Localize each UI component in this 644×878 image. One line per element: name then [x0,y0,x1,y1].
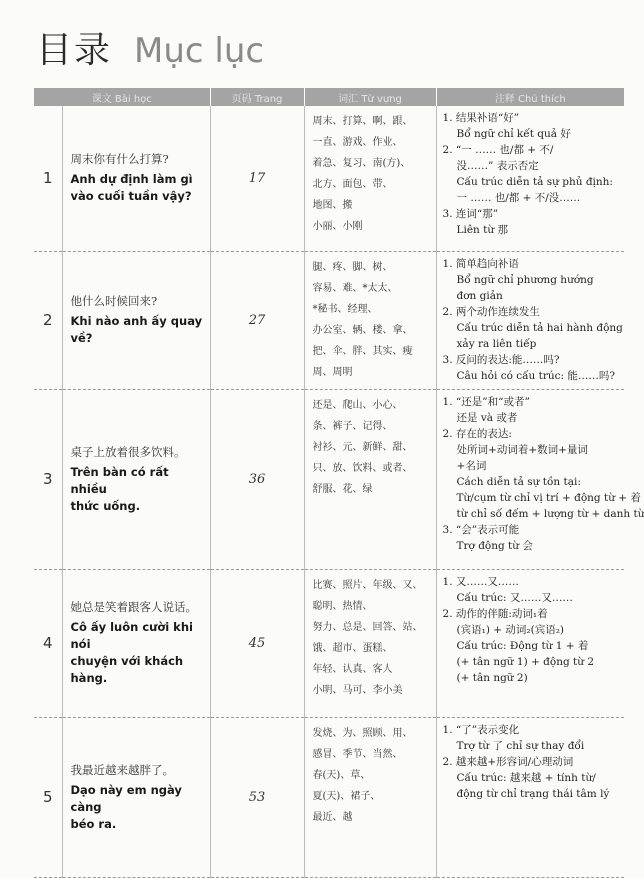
note-line: 3. “会”表示可能 [442,523,520,536]
heading-chinese: 目录 [36,30,113,71]
vocab-line: 办公室、辆、楼、拿、 [312,324,413,336]
note-line: xảy ra liên tiếp [456,337,537,350]
note-line: 2. “一 …… 也/都 + 不/ [442,144,554,156]
note-line: Trợ động từ 会 [456,539,533,552]
lesson-title[interactable] [62,389,210,569]
notes-cell [436,569,624,717]
vocab-line: 年轻、认真、客人 [312,663,393,675]
page-heading [36,22,264,74]
vocab-line: 夏(天)、裙子、 [312,790,381,802]
vocab-line: 舒服、花、绿 [312,483,373,495]
note-line: 没……” 表示否定 [456,160,539,172]
vocab-line: 发烧、为、照顾、用、 [312,727,413,739]
note-line: Trợ từ 了 chỉ sự thay đổi [456,739,585,752]
vocab-cell [304,569,436,717]
col-header-notes: 注释 Chú thích [436,88,624,106]
note-line: Câu hỏi có cấu trúc: 能……吗? [456,369,616,382]
vocab-line: 春(天)、草、 [312,769,371,781]
lesson-title-chinese: 他什么时候回来? [70,294,158,308]
note-line: 3. 连词“那” [442,208,499,220]
table-of-contents [34,88,644,878]
lesson-number: 2 [34,251,62,389]
vocab-cell [304,717,436,877]
vocab-line: 还是、爬山、小心、 [312,399,403,411]
notes-cell [436,251,624,389]
lesson-title-chinese: 桌子上放着很多饮料。 [70,444,186,459]
note-line: 处所词+动词着+数词+量词 [456,443,588,456]
header-row [34,88,624,106]
notes-cell [436,106,624,251]
lesson-title-vietnamese: Trên bàn có rất nhiều [70,464,169,496]
lesson-row[interactable] [34,251,624,389]
vocab-line: 努力、总是、回答、站、 [312,621,423,633]
vocab-line: 饿、超市、蛋糕、 [312,642,393,654]
vocab-line: 比赛、照片、年级、又、 [312,579,423,591]
vocab-line: 把、伞、胖、其实、瘦 [312,345,413,357]
note-line: (+ tân ngữ 2) [456,671,528,684]
lesson-number: 3 [34,389,62,569]
note-line: (+ tân ngữ 1) + động từ 2 [456,655,595,668]
note-line: động từ chỉ trạng thái tâm lý [456,787,610,800]
lesson-title[interactable] [62,251,210,389]
vocab-line: 周、周明 [312,366,353,378]
col-header-vocab: 词汇 Từ vựng [304,88,436,106]
lesson-page-number: 53 [210,717,304,877]
lesson-number: 4 [34,569,62,717]
vocab-line: 周末、打算、啊、跟、 [312,116,413,127]
lesson-row[interactable] [34,717,624,877]
notes-cell [436,717,624,877]
note-line: 2. 越来越+形容词/心理动词 [442,755,574,768]
lesson-row[interactable] [34,569,624,717]
lesson-title-vietnamese: thức uống. [70,498,141,513]
vocab-cell [304,389,436,569]
note-line: Liên từ 那 [456,224,508,236]
lesson-number: 5 [34,717,62,877]
note-line: Từ/cụm từ chỉ vị trí + động từ + 着 [456,491,641,504]
note-line: Cách diễn tả sự tồn tại: [456,475,581,488]
vocab-line: 条、裤子、记得、 [312,420,393,432]
lesson-title[interactable] [62,106,210,251]
lesson-page-number: 27 [210,251,304,389]
note-line: Bổ ngữ chỉ kết quả 好 [456,128,571,140]
lesson-title-vietnamese: béo ra. [70,816,117,831]
notes-cell [436,389,644,569]
vocab-line: 感冒、季节、当然、 [312,748,403,760]
lesson-title-chinese: 我最近越来越胖了。 [70,762,174,777]
vocab-cell [304,106,436,251]
note-line: 3. 反问的表达:能……吗? [442,353,560,366]
note-line: 还是 và 或者 [456,411,518,424]
vocab-line: 着急、复习、南(方)、 [312,158,411,169]
col-header-page: 页码 Trang [210,88,304,106]
note-line: đơn giản [456,289,503,302]
note-line: Cấu trúc: 越来越 + tính từ/ [456,771,596,784]
note-line: từ chỉ số đếm + lượng từ + danh từ [456,507,644,520]
vocab-cell [304,251,436,389]
vocab-line: 地图、搬 [312,200,353,211]
vocab-line: 北方、面包、带、 [312,179,393,190]
note-line: Bổ ngữ chỉ phương hướng [456,273,594,286]
note-line: 2. 两个动作连续发生 [442,305,540,318]
lesson-page-number: 36 [210,389,304,569]
lesson-row[interactable] [34,106,624,251]
vocab-line: 小明、马可、李小美 [312,684,403,696]
note-line: Cấu trúc diễn tả hai hành động [456,321,623,334]
note-line: +名词 [456,459,487,472]
note-line: 1. 简单趋向补语 [442,257,519,270]
lesson-number: 1 [34,106,62,251]
lesson-page-number: 17 [210,106,304,251]
col-header-lesson: 课文 Bài học [34,88,210,106]
lesson-title-vietnamese: chuyện với khách hàng. [70,654,184,685]
heading-vietnamese: Mục lục [134,31,265,71]
lesson-title-vietnamese: Khi nào anh ấy quay về? [70,314,203,345]
lesson-title-vietnamese: Anh dự định làm gì [70,172,193,187]
vocab-line: 腿、疼、脚、树、 [312,261,393,273]
note-line: 一 …… 也/都 + 不/没…… [456,192,581,204]
vocab-line: 聪明、热情、 [312,600,373,612]
vocab-line: 衬衫、元、新鲜、甜、 [312,441,413,453]
vocab-line: 容易、难、*太太、 [312,282,398,294]
vocab-line: 最近、越 [312,811,353,823]
note-line: Cấu trúc diễn tả sự phủ định: [456,176,613,188]
lesson-title-chinese: 她总是笑着跟客人说话。 [70,600,197,614]
lesson-title[interactable] [62,569,210,717]
note-line: 2. 存在的表达: [442,427,512,440]
vocab-line: *秘书、经理、 [312,303,378,315]
note-line: Cấu trúc: 又……又…… [456,591,573,604]
note-line: 1. 结果补语“好” [442,112,520,124]
note-line: 2. 动作的伴随:动词₁着 [442,607,548,620]
lesson-title[interactable] [62,717,210,877]
lesson-title-vietnamese: Dạo này em ngày càng [70,782,182,814]
vocab-line: 只、放、饮料、或者、 [312,462,413,474]
lesson-page-number: 45 [210,569,304,717]
note-line: (宾语₁) + 动词₂(宾语₂) [456,623,565,636]
lesson-title-vietnamese: Cô ấy luôn cười khi nói [70,620,193,651]
note-line: Cấu trúc: Động từ 1 + 着 [456,639,589,652]
vocab-line: 小丽、小刚 [312,221,363,232]
note-line: 1. 又……又…… [442,575,519,588]
lesson-title-vietnamese: vào cuối tuần vậy? [70,189,192,204]
lesson-title-chinese: 周末你有什么打算? [70,152,169,167]
note-line: 1. “还是”和“或者” [442,395,530,408]
lesson-row[interactable] [34,389,624,569]
note-line: 1. “了”表示变化 [442,723,520,736]
vocab-line: 一直、游戏、作业、 [312,137,403,148]
